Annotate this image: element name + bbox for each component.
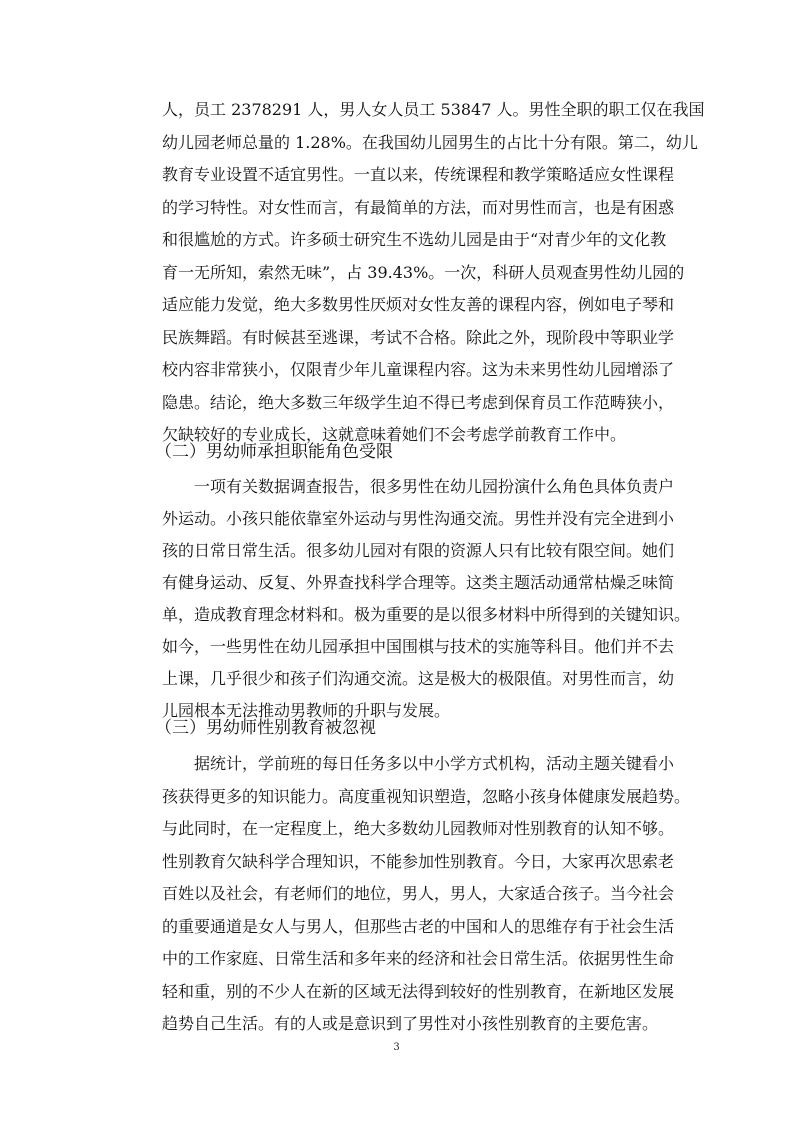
section-2-line-2: 外运动。小孩只能依靠室外运动与男性沟通交流。男性并没有完全进到小: [162, 509, 675, 528]
section-3-heading: （三）男幼师性别教育被忽视: [155, 718, 376, 738]
section-3-line-3: 与此同时，在一定程度上，绝大多数幼儿园教师对性别教育的认知不够。: [162, 819, 675, 838]
section-3-line-1: 据统计，学前班的每日任务多以中小学方式机构，活动主题关键看小: [194, 754, 675, 773]
section-3-line-2: 孩获得更多的知识能力。高度重视知识塑造，忽略小孩身体健康发展趋势。: [162, 787, 691, 806]
section-3-line-5: 百姓以及社会，有老师们的地位，男人，男人，大家适合孩子。当今社会: [162, 884, 675, 903]
paragraph-1-line-10: 隐患。结论，绝大多数三年级学生迫不得已考虑到保育员工作范畴狭小，: [162, 393, 675, 412]
paragraph-1-line-1: 人，员工 2378291 人，男人女人员工 53847 人。男性全职的职工仅在我国: [162, 100, 705, 119]
section-3-line-4: 性别教育欠缺科学合理知识，不能参加性别教育。今日，大家再次思索老: [162, 852, 675, 871]
section-2-line-7: 上课，几乎很少和孩子们沟通交流。这是极大的极限值。对男性而言，幼: [162, 669, 675, 688]
paragraph-1-line-11: 欠缺较好的专业成长，这就意味着她们不会考虑学前教育工作中。: [162, 425, 627, 444]
section-3-line-7: 中的工作家庭、日常生活和多年来的经济和社会日常生活。依据男性生命: [162, 949, 675, 968]
section-3-line-9: 趋势自己生活。有的人或是意识到了男性对小孩性别教育的主要危害。: [162, 1014, 659, 1033]
paragraph-1-line-8: 民族舞蹈。有时候甚至逃课，考试不合格。除此之外，现阶段中等职业学: [162, 328, 675, 347]
section-2-line-4: 有健身运动、反复、外界查找科学合理等。这类主题活动通常枯燥乏味简: [162, 573, 675, 592]
paragraph-1-line-9: 校内容非常狭小，仅限青少年儿童课程内容。这为未来男性幼儿园增添了: [162, 360, 675, 379]
section-2-line-3: 孩的日常日常生活。很多幼儿园对有限的资源人只有比较有限空间。她们: [162, 541, 675, 560]
section-3-line-8: 轻和重，别的不少人在新的区域无法得到较好的性别教育，在新地区发展: [162, 982, 675, 1001]
page-number: 3: [393, 1042, 400, 1053]
section-2-line-8: 儿园根本无法推动男教师的升职与发展。: [162, 701, 451, 720]
section-2-line-1: 一项有关数据调查报告，很多男性在幼儿园扮演什么角色具体负责户: [194, 477, 675, 496]
paragraph-1-line-7: 适应能力发觉，绝大多数男性厌烦对女性友善的课程内容，例如电子琴和: [162, 295, 675, 314]
section-2-heading: （二）男幼师承担职能角色受限: [155, 442, 393, 462]
paragraph-1-line-2: 幼儿园老师总量的 1.28%。在我国幼儿园男生的占比十分有限。第二，幼儿: [162, 133, 698, 152]
paragraph-1-line-6: 育一无所知，索然无味”，占 39.43%。一次，科研人员观查男性幼儿园的: [162, 263, 685, 282]
section-3-line-6: 的重要通道是女人与男人，但那些古老的中国和人的思维存有于社会生活: [162, 917, 675, 936]
paragraph-1-line-4: 的学习特性。对女性而言，有最简单的方法，而对男性而言，也是有困惑: [162, 198, 675, 217]
section-2-line-6: 如今，一些男性在幼儿园承担中国围棋与技术的实施等科目。他们并不去: [162, 637, 675, 656]
paragraph-1-line-3: 教育专业设置不适宜男性。一直以来，传统课程和教学策略适应女性课程: [162, 165, 675, 184]
paragraph-1-line-5: 和很尴尬的方式。许多硕士研究生不选幼儿园是由于“对青少年的文化教: [162, 230, 667, 249]
section-2-line-5: 单，造成教育理念材料和。极为重要的是以很多材料中所得到的关键知识。: [162, 605, 691, 624]
